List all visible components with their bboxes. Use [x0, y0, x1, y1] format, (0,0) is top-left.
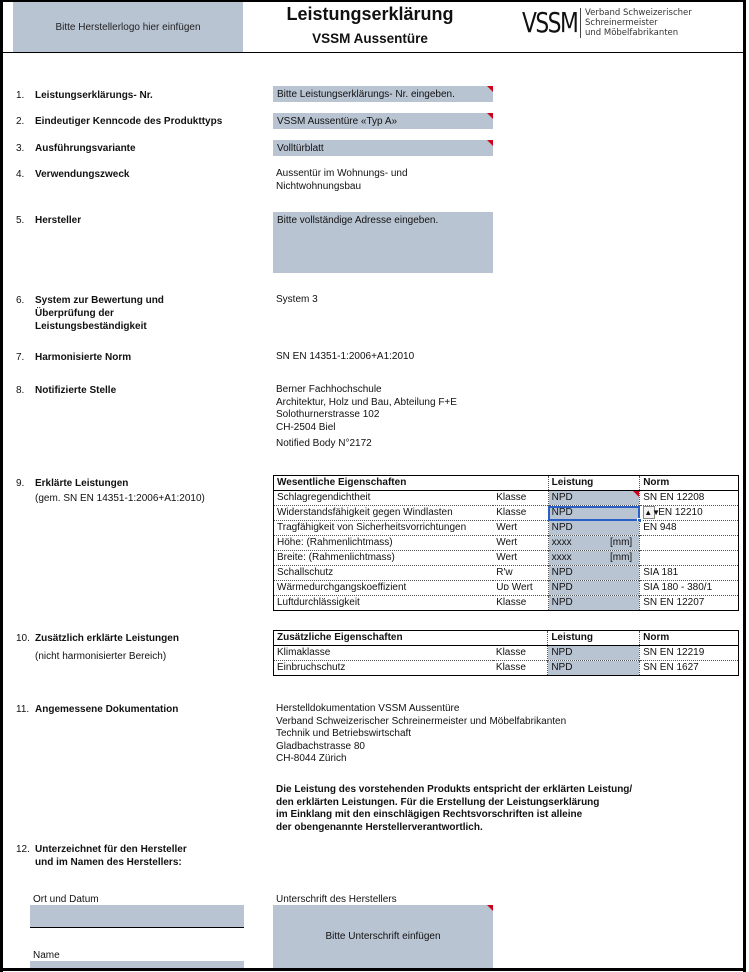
name-field[interactable] [30, 961, 244, 968]
section-10-sublabel: (nicht harmonisierter Bereich) [35, 651, 167, 662]
section-11-label: 11. Angemessene Dokumentation [16, 704, 179, 715]
section-8-label: 8. Notifizierte Stelle [16, 385, 117, 396]
header-divider [0, 52, 746, 53]
performance-cell[interactable]: NPD [548, 566, 640, 581]
table-row: Wärmedurchgangskoeffizient Uᴅ Wert NPD SIA 180 - 380/1 [274, 581, 739, 596]
vssm-separator [580, 8, 581, 38]
document-title: Leistungserklärung [286, 4, 454, 24]
notified-body-address: Berner Fachhochschule Architektur, Holz und Bau, Abteilung F+E Solothurnerstrasse 102 CH-2504 Biel Notified Body N°2172 [276, 384, 457, 449]
table-header-row [274, 476, 739, 491]
section-6-label: 6. System zur Bewertung und Überprüfung der Leistungsbeständigkeit [16, 295, 164, 332]
table-row: Widerstandsfähigkeit gegen Windlasten Klasse NPD ▲▼EN 12210 [274, 506, 739, 521]
header-norm: Norm [640, 476, 739, 491]
table-row: Klimaklasse Klasse NPD SN EN 12219 [274, 646, 739, 661]
page-border-right [743, 0, 746, 972]
conformity-statement: Die Leistung des vorstehenden Produkts entspricht der erklärten Leistung/ den erklärten Leistungen. Für die Erstellung der Leistungserklärung im Einklang mit den einschlägigen Rechtsvorschriften ist alleine der obengenannte Herstellerverantwortlich. [276, 784, 633, 833]
name-label: Name [33, 950, 60, 961]
harmonised-standard-value: SN EN 14351-1:2006+A1:2010 [276, 351, 415, 362]
section-5-label: 5. Hersteller [16, 215, 82, 226]
table-row: Tragfähigkeit von Sicherheitsvorrichtungen Wert NPD EN 948 [274, 521, 739, 536]
header-properties: Wesentliche Eigenschaften [277, 477, 407, 488]
performance-cell[interactable]: xxxx [mm] [548, 536, 640, 551]
vssm-wordmark: VSSM [522, 6, 578, 39]
performance-cell[interactable]: NPD [548, 596, 640, 611]
section-10-label: 10. Zusätzlich erklärte Leistungen [16, 633, 179, 644]
spinner-icon[interactable]: ▲▼ [644, 508, 661, 517]
section-1-label: 1. Leistungserklärungs- Nr. [16, 90, 153, 101]
page-border-left [0, 0, 3, 972]
logo-placeholder-text: Bitte Herstellerlogo hier einfügen [55, 21, 201, 33]
declared-performance-table [273, 475, 739, 611]
performance-cell[interactable]: NPD [548, 646, 640, 661]
section-7-label: 7. Harmonisierte Norm [16, 352, 132, 363]
place-date-underline [30, 927, 244, 928]
assessment-system-value: System 3 [276, 294, 318, 305]
performance-cell[interactable]: NPD [548, 521, 640, 536]
signature-field[interactable]: Bitte Unterschrift einfügen [273, 905, 493, 968]
comment-marker-icon[interactable] [633, 491, 639, 497]
manufacturer-logo-placeholder[interactable] [13, 2, 243, 52]
table-row: Schlagregendichtheit Klasse NPD SN EN 12208 [274, 491, 739, 506]
header-norm: Norm [640, 631, 739, 646]
place-date-field[interactable] [30, 905, 244, 927]
vssm-logo [522, 8, 692, 38]
product-type-code-field[interactable]: VSSM Aussentüre «Typ A» [273, 113, 493, 129]
performance-cell-selected[interactable]: NPD [548, 506, 640, 521]
table-row: Luftdurchlässigkeit Klasse NPD SN EN 12207 [274, 596, 739, 611]
document-subtitle: VSSM Aussentüre [312, 31, 428, 46]
header-performance: Leistung [548, 631, 640, 646]
comment-marker-icon[interactable] [487, 113, 493, 119]
intended-use-value: Aussentür im Wohnungs- und Nichtwohnungsbau [276, 168, 408, 192]
performance-cell[interactable]: NPD [548, 661, 640, 676]
section-9-sublabel: (gem. SN EN 14351-1:2006+A1:2010) [35, 493, 205, 504]
place-date-label: Ort und Datum [33, 894, 99, 905]
manufacturer-address-field[interactable]: Bitte vollständige Adresse eingeben. [273, 212, 493, 273]
comment-marker-icon[interactable] [487, 905, 493, 911]
comment-marker-icon[interactable] [487, 140, 493, 146]
header-performance: Leistung [548, 476, 640, 491]
table-row: Höhe: (Rahmenlichtmass) Wert xxxx [mm] [274, 536, 739, 551]
notified-body-number: Notified Body N°2172 [276, 438, 372, 449]
signature-label: Unterschrift des Herstellers [276, 894, 397, 905]
section-4-label: 4. Verwendungszweck [16, 169, 130, 180]
declaration-number-field[interactable]: Bitte Leistungserklärungs- Nr. eingeben. [273, 86, 493, 102]
header-properties: Zusätzliche Eigenschaften [277, 632, 403, 643]
table-row: Einbruchschutz Klasse NPD SN EN 1627 [274, 661, 739, 676]
section-2-label: 2. Eindeutiger Kenncode des Produkttyps [16, 116, 223, 127]
design-variant-field[interactable]: Volltürblatt [273, 140, 493, 156]
section-3-label: 3. Ausführungsvariante [16, 143, 136, 154]
section-9-label: 9. Erklärte Leistungen [16, 478, 129, 489]
table-row: Schallschutz R'w NPD SIA 181 [274, 566, 739, 581]
additional-performance-table [273, 630, 739, 676]
page-border-bottom [0, 968, 746, 971]
table-row: Breite: (Rahmenlichtmass) Wert xxxx [mm] [274, 551, 739, 566]
comment-marker-icon[interactable] [487, 86, 493, 92]
documentation-value: Herstelldokumentation VSSM Aussentüre Verband Schweizerischer Schreinermeister und Möbelfabrikanten Technik und Betriebswirtschaft Gladbachstrasse 80 CH-8044 Zürich [276, 703, 567, 764]
vssm-org-name: Verband Schweizerischer Schreinermeister und Möbelfabrikanten [585, 8, 692, 38]
performance-cell[interactable]: NPD [548, 581, 640, 596]
section-12-label: 12. Unterzeichnet für den Hersteller und im Namen des Herstellers: [16, 844, 187, 868]
performance-cell[interactable]: xxxx [mm] [548, 551, 640, 566]
table-header-row [274, 631, 739, 646]
performance-cell[interactable]: NPD [548, 491, 640, 506]
